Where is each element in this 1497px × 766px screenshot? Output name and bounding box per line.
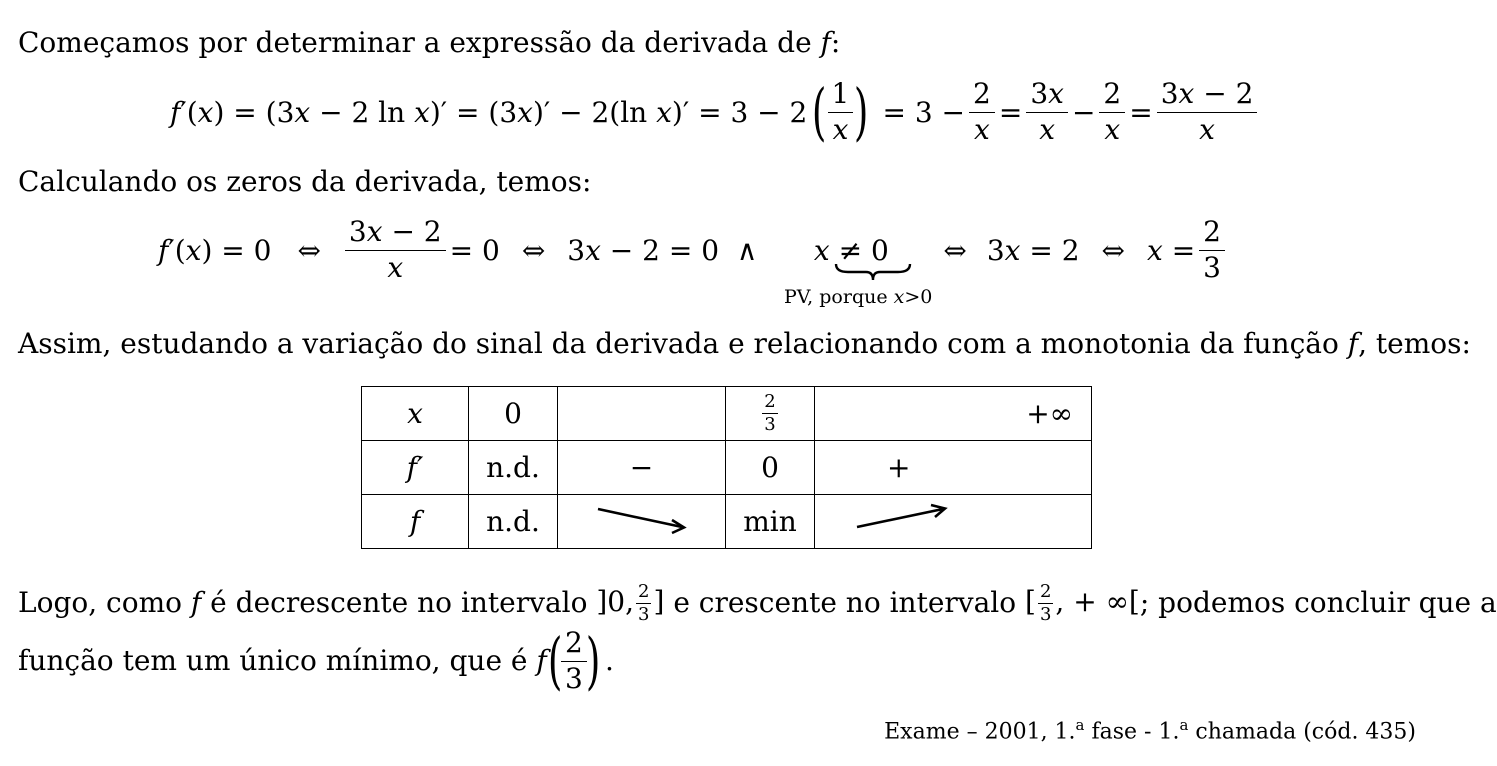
brace-note-text: PV, porque xyxy=(784,286,888,308)
source-mid: fase - 1. xyxy=(1084,719,1180,745)
table-cell: +∞ xyxy=(815,387,1092,441)
table-cell: 0 xyxy=(469,387,558,441)
intro-paragraph xyxy=(18,26,840,60)
interval-2: [ $\frac{2}{3}$ , + ∞[ xyxy=(1025,581,1140,625)
table-row xyxy=(362,495,1092,549)
table-row xyxy=(362,387,1092,441)
source-sup-2: a xyxy=(1179,716,1189,734)
brace-note-rel: >0 xyxy=(904,286,933,308)
conclusion-d: ; podemos concluir que a xyxy=(1139,586,1497,620)
table-cell: − xyxy=(558,441,726,495)
table-cell xyxy=(815,495,1092,549)
variation-table xyxy=(361,386,1092,549)
intro-end: : xyxy=(830,26,841,59)
study-intro-text: Assim, estudando a variação do sinal da derivada e relacionando com a monotonia da função xyxy=(18,327,1339,360)
conclusion-a: Logo, como xyxy=(18,586,182,620)
source-suffix: chamada (cód. 435) xyxy=(1188,719,1416,745)
brace-note-var: x xyxy=(893,286,905,308)
zeros-intro: Calculando os zeros da derivada, temos: xyxy=(18,165,592,198)
conclusion-line-2: função tem um único mínimo, que é f ( $\frac{2}{3}$ ) . xyxy=(18,624,614,697)
table-cell: f′ xyxy=(362,441,469,495)
intro-text: Começamos por determinar a expressão da derivada de xyxy=(18,26,812,59)
zeros-equation: f ′( x ) = 0 ⇔ $\frac{3x - 2}{x}$ = 0 ⇔ 3 x − 2 = 0 ∧ x ≠ 0 ⇔ 3 x = 2 ⇔ x = $\frac{2}{3}$ xyxy=(158,210,1229,290)
table-cell xyxy=(558,495,726,549)
brace-note xyxy=(784,286,932,308)
conclusion-c: e crescente no intervalo xyxy=(673,586,1017,620)
table-cell: + xyxy=(815,441,1092,495)
conclusion-line-1 xyxy=(18,582,1497,625)
table-cell: min xyxy=(726,495,815,549)
study-intro-var: f xyxy=(1347,327,1359,360)
increasing-arrow-icon xyxy=(853,503,953,533)
conclusion-b: é decrescente no intervalo xyxy=(210,586,588,620)
derivative-equation: f ′( x ) = (3 x − 2 ln x )′ = (3 x )′ − 2(ln x )′ = 3 − 2 ( $\frac{1}{x}$ ) = 3 − $\frac{2}{x}$ = $\frac{3x}{x}$ − $\frac{2}{x}$ = $\frac{3x - 2}{x}$ xyxy=(170,72,1261,152)
intro-var: f xyxy=(820,26,831,59)
conclusion-line2: função tem um único mínimo, que é xyxy=(18,644,528,677)
decreasing-arrow-icon xyxy=(592,503,692,533)
table-cell: 0 xyxy=(726,441,815,495)
table-cell: n.d. xyxy=(469,441,558,495)
table-cell: n.d. xyxy=(469,495,558,549)
table-cell: x xyxy=(362,387,469,441)
source-prefix: Exame – 2001, 1. xyxy=(884,719,1076,745)
interval-1: ]0, $\frac{2}{3}$ ] xyxy=(596,581,665,625)
study-intro xyxy=(18,327,1471,361)
conclusion-var: f xyxy=(190,586,202,620)
study-intro-end: , temos: xyxy=(1358,327,1471,360)
exam-source xyxy=(884,716,1416,744)
source-sup-1: a xyxy=(1075,716,1085,734)
table-cell xyxy=(558,387,726,441)
table-cell: f xyxy=(362,495,469,549)
table-row xyxy=(362,441,1092,495)
conclusion-end: . xyxy=(605,644,614,677)
underbrace-icon xyxy=(834,262,912,282)
table-cell: $\frac{2}{3}$ xyxy=(726,387,815,441)
